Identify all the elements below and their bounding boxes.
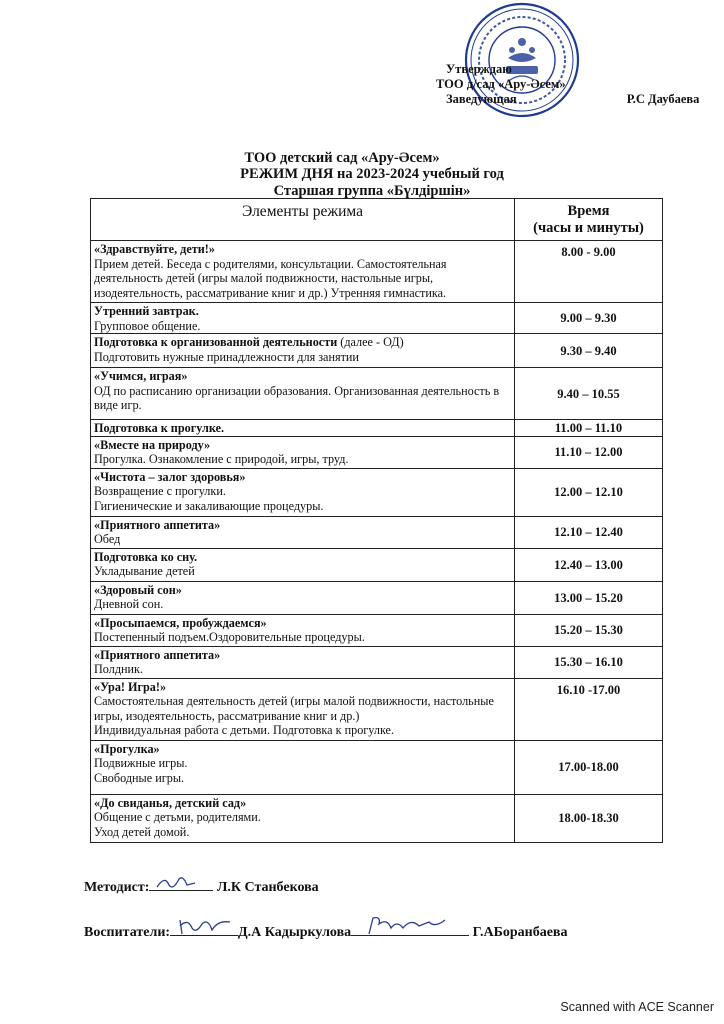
activity-description: Групповое общение.	[94, 318, 201, 333]
activity-title: «Прогулка»	[94, 741, 160, 756]
teacher1-name: Д.А Кадыркулова	[238, 925, 352, 940]
table-row	[91, 794, 663, 842]
approval-org: ТОО д/сад «Ару-Әсем»	[436, 77, 566, 91]
activity-title: Подготовка ко сну.	[94, 549, 198, 564]
approval-role: Заведующая	[446, 92, 517, 106]
group-title: Старшая группа «Бүлдіршін»	[273, 183, 471, 199]
activity-title: «До свиданья, детский сад»	[94, 795, 247, 810]
time-cell: 15.30 – 16.10	[515, 646, 663, 678]
column-header-elements: Элементы режима	[91, 199, 515, 241]
approval-block	[424, 62, 699, 107]
activity-title: «Вместе на природу»	[94, 437, 211, 452]
activity-title-note: (далее - ОД)	[337, 335, 404, 349]
activity-cell	[91, 334, 515, 368]
activity-cell	[91, 794, 515, 842]
signature-icon	[153, 873, 199, 893]
table-row	[91, 614, 663, 646]
activity-description: Возвращение с прогулки.	[94, 484, 226, 498]
activity-cell	[91, 678, 515, 740]
methodist-line	[84, 876, 319, 896]
activity-description: Полдник.	[94, 662, 144, 676]
teachers-label: Воспитатели:	[84, 925, 171, 940]
time-cell: 15.20 – 15.30	[515, 614, 663, 646]
methodist-label: Методист:	[84, 880, 150, 895]
activity-description: Подвижные игры.	[94, 756, 188, 770]
time-cell: 12.00 – 12.10	[515, 468, 663, 516]
activity-description: Общение с детьми, родителями.	[94, 810, 261, 824]
table-row	[91, 334, 663, 368]
time-cell: 13.00 – 15.20	[515, 581, 663, 614]
activity-description: Индивидуальная работа с детьми. Подготовка к прогулке.	[94, 723, 395, 737]
time-cell: 11.00 – 11.10	[515, 420, 663, 437]
table-row	[91, 468, 663, 516]
activity-description: Подготовить нужные принадлежности для занятии	[94, 349, 359, 364]
activity-description: Прогулка. Ознакомление с природой, игры, труд.	[94, 452, 349, 466]
activity-description: Обед	[94, 532, 121, 546]
activity-title: «Здоровый сон»	[94, 582, 182, 597]
time-cell: 9.30 – 9.40	[515, 334, 663, 368]
activity-description: Самостоятельная деятельность детей (игры малой подвижности, настольные игры, изодеятельность, рассматривание книг и др.)	[94, 694, 494, 723]
activity-cell	[91, 368, 515, 420]
time-cell: 17.00-18.00	[515, 740, 663, 794]
activity-cell	[91, 646, 515, 678]
table-row	[91, 646, 663, 678]
approval-name: Р.С Даубаева	[626, 92, 700, 106]
activity-cell	[91, 241, 515, 303]
activity-description: Постепенный подъем.Оздоровительные процедуры.	[94, 630, 365, 644]
activity-cell	[91, 420, 515, 437]
activity-title: «Ура! Игра!»	[94, 679, 167, 694]
table-row	[91, 678, 663, 740]
table-row	[91, 241, 663, 303]
activity-title: Подготовка к организованной деятельности	[94, 335, 338, 349]
table-row	[91, 436, 663, 468]
schedule-table	[90, 198, 663, 843]
time-cell: 11.10 – 12.00	[515, 436, 663, 468]
activity-cell	[91, 740, 515, 794]
activity-description: Укладывание детей	[94, 564, 195, 578]
methodist-name: Л.К Станбекова	[216, 880, 319, 895]
signature-icon	[174, 914, 236, 938]
activity-description: ОД по расписанию организации образования. Организованная деятельность в виде игр.	[94, 383, 500, 412]
time-cell: 12.40 – 13.00	[515, 548, 663, 581]
activity-title: «Учимся, играя»	[94, 369, 188, 383]
activity-cell	[91, 468, 515, 516]
scanner-watermark: Scanned with ACE Scanner	[560, 1000, 714, 1014]
teacher1-signature-line	[170, 921, 238, 936]
activity-description: Дневной сон.	[94, 597, 164, 611]
activity-title: «Чистота – залог здоровья»	[94, 469, 246, 484]
signature-icon	[365, 914, 465, 938]
schedule-body	[91, 241, 663, 843]
activity-cell	[91, 581, 515, 614]
activity-title: «Приятного аппетита»	[94, 647, 221, 662]
approval-head	[424, 92, 699, 107]
activity-description: Прием детей. Беседа с родителями, консультации. Самостоятельная деятельность детей (игры малой подвижности, настольные игры, изодеятельность, рассматривание книг и др.) Утренняя гимнастика.	[94, 256, 447, 300]
table-row	[91, 303, 663, 334]
activity-description: Уход детей домой.	[94, 824, 190, 839]
activity-title: «Здравствуйте, дети!»	[94, 242, 215, 256]
table-row	[91, 581, 663, 614]
teacher2-signature-line	[351, 921, 469, 936]
activity-cell	[91, 614, 515, 646]
teachers-line	[84, 921, 567, 941]
activity-title: Утренний завтрак.	[94, 304, 199, 318]
time-cell: 9.00 – 9.30	[515, 303, 663, 334]
time-cell: 12.10 – 12.40	[515, 516, 663, 548]
methodist-signature-line	[149, 876, 213, 891]
table-row	[91, 368, 663, 420]
time-cell: 9.40 – 10.55	[515, 368, 663, 420]
time-header-line2: (часы и минуты)	[533, 220, 644, 236]
activity-cell	[91, 516, 515, 548]
teacher2-name: Г.АБоранбаева	[472, 925, 568, 940]
table-row	[91, 740, 663, 794]
activity-cell	[91, 303, 515, 334]
activity-title: «Просыпаемся, пробуждаемся»	[94, 615, 267, 630]
activity-cell	[91, 436, 515, 468]
org-title: ТОО детский сад «Ару-Әсем»	[244, 150, 440, 166]
activity-description: Свободные игры.	[94, 770, 185, 785]
table-row	[91, 420, 663, 437]
document-title: РЕЖИМ ДНЯ на 2023-2024 учебный год	[240, 166, 504, 182]
time-cell: 8.00 - 9.00	[515, 241, 663, 303]
time-header-line1: Время	[567, 203, 610, 219]
table-row	[91, 516, 663, 548]
activity-description: Гигиенические и закаливающие процедуры.	[94, 498, 324, 513]
table-row	[91, 548, 663, 581]
activity-title: «Приятного аппетита»	[94, 517, 221, 532]
column-header-time	[515, 199, 663, 241]
activity-title: Подготовка к прогулке.	[94, 421, 225, 435]
time-cell: 16.10 -17.00	[515, 678, 663, 740]
time-cell: 18.00-18.30	[515, 794, 663, 842]
activity-cell	[91, 548, 515, 581]
approval-line: Утверждаю	[446, 62, 512, 76]
